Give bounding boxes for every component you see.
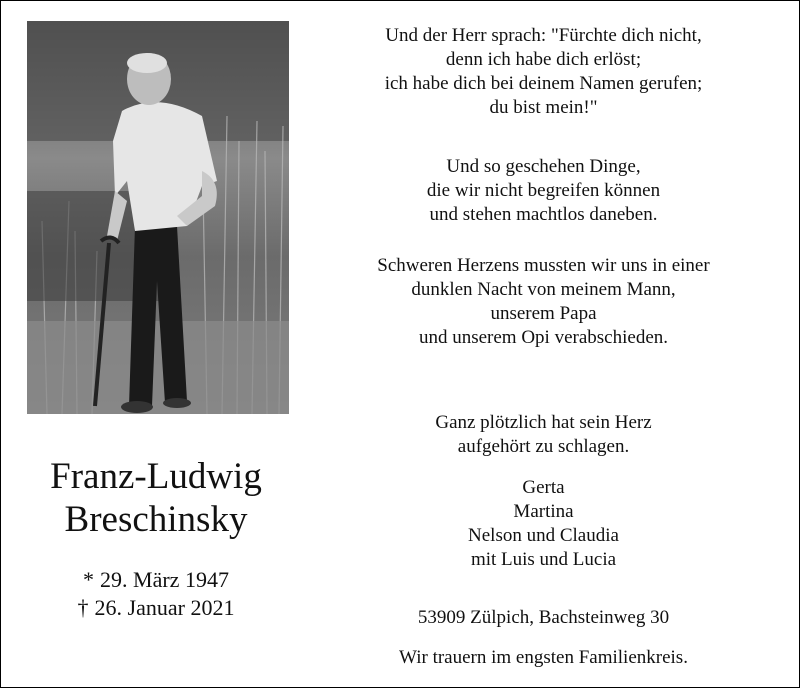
family-member: Martina <box>513 501 574 522</box>
paragraph-4 <box>346 411 741 459</box>
paragraph-line: Und so geschehen Dinge, <box>446 156 641 177</box>
birth-date: 29. März 1947 <box>100 567 229 592</box>
paragraph-line: Ganz plötzlich hat sein Herz <box>435 412 652 433</box>
verse-line: du bist mein!" <box>489 97 598 118</box>
deceased-last-name: Breschinsky <box>64 499 248 540</box>
family-member: Nelson und Claudia <box>468 525 619 546</box>
birth-star-symbol: * <box>83 567 95 592</box>
paragraph-2 <box>346 155 741 227</box>
verse-line: Und der Herr sprach: "Fürchte dich nicht, <box>385 25 702 46</box>
family-member: Gerta <box>522 477 565 498</box>
closing-note: Wir trauern im engsten Familienkreis. <box>399 647 688 668</box>
portrait-photo <box>27 21 289 414</box>
deceased-first-name: Franz-Ludwig <box>50 456 262 497</box>
verse-line: denn ich habe dich erlöst; <box>445 49 642 70</box>
paragraph-line: dunklen Nacht von meinem Mann, <box>411 279 676 300</box>
death-date-line <box>1 594 311 621</box>
paragraph-line: und unserem Opi verabschieden. <box>418 327 669 348</box>
paragraph-line: aufgehört zu schlagen. <box>457 436 630 457</box>
paragraph-3 <box>346 254 741 350</box>
death-date: 26. Januar 2021 <box>94 595 235 620</box>
death-cross-symbol: † <box>77 595 89 620</box>
verse-line: ich habe dich bei deinem Namen gerufen; <box>384 73 703 94</box>
family-names <box>346 476 741 572</box>
paragraph-line: und stehen machtlos daneben. <box>429 204 658 225</box>
paragraph-line: die wir nicht begreifen können <box>426 180 661 201</box>
paragraph-line: Schweren Herzens mussten wir uns in einer <box>377 255 710 276</box>
family-member: mit Luis und Lucia <box>470 549 617 570</box>
birth-date-line <box>1 566 311 593</box>
address: 53909 Zülpich, Bachsteinweg 30 <box>417 607 670 628</box>
paragraph-line: unserem Papa <box>490 303 597 324</box>
bible-verse <box>346 24 741 120</box>
